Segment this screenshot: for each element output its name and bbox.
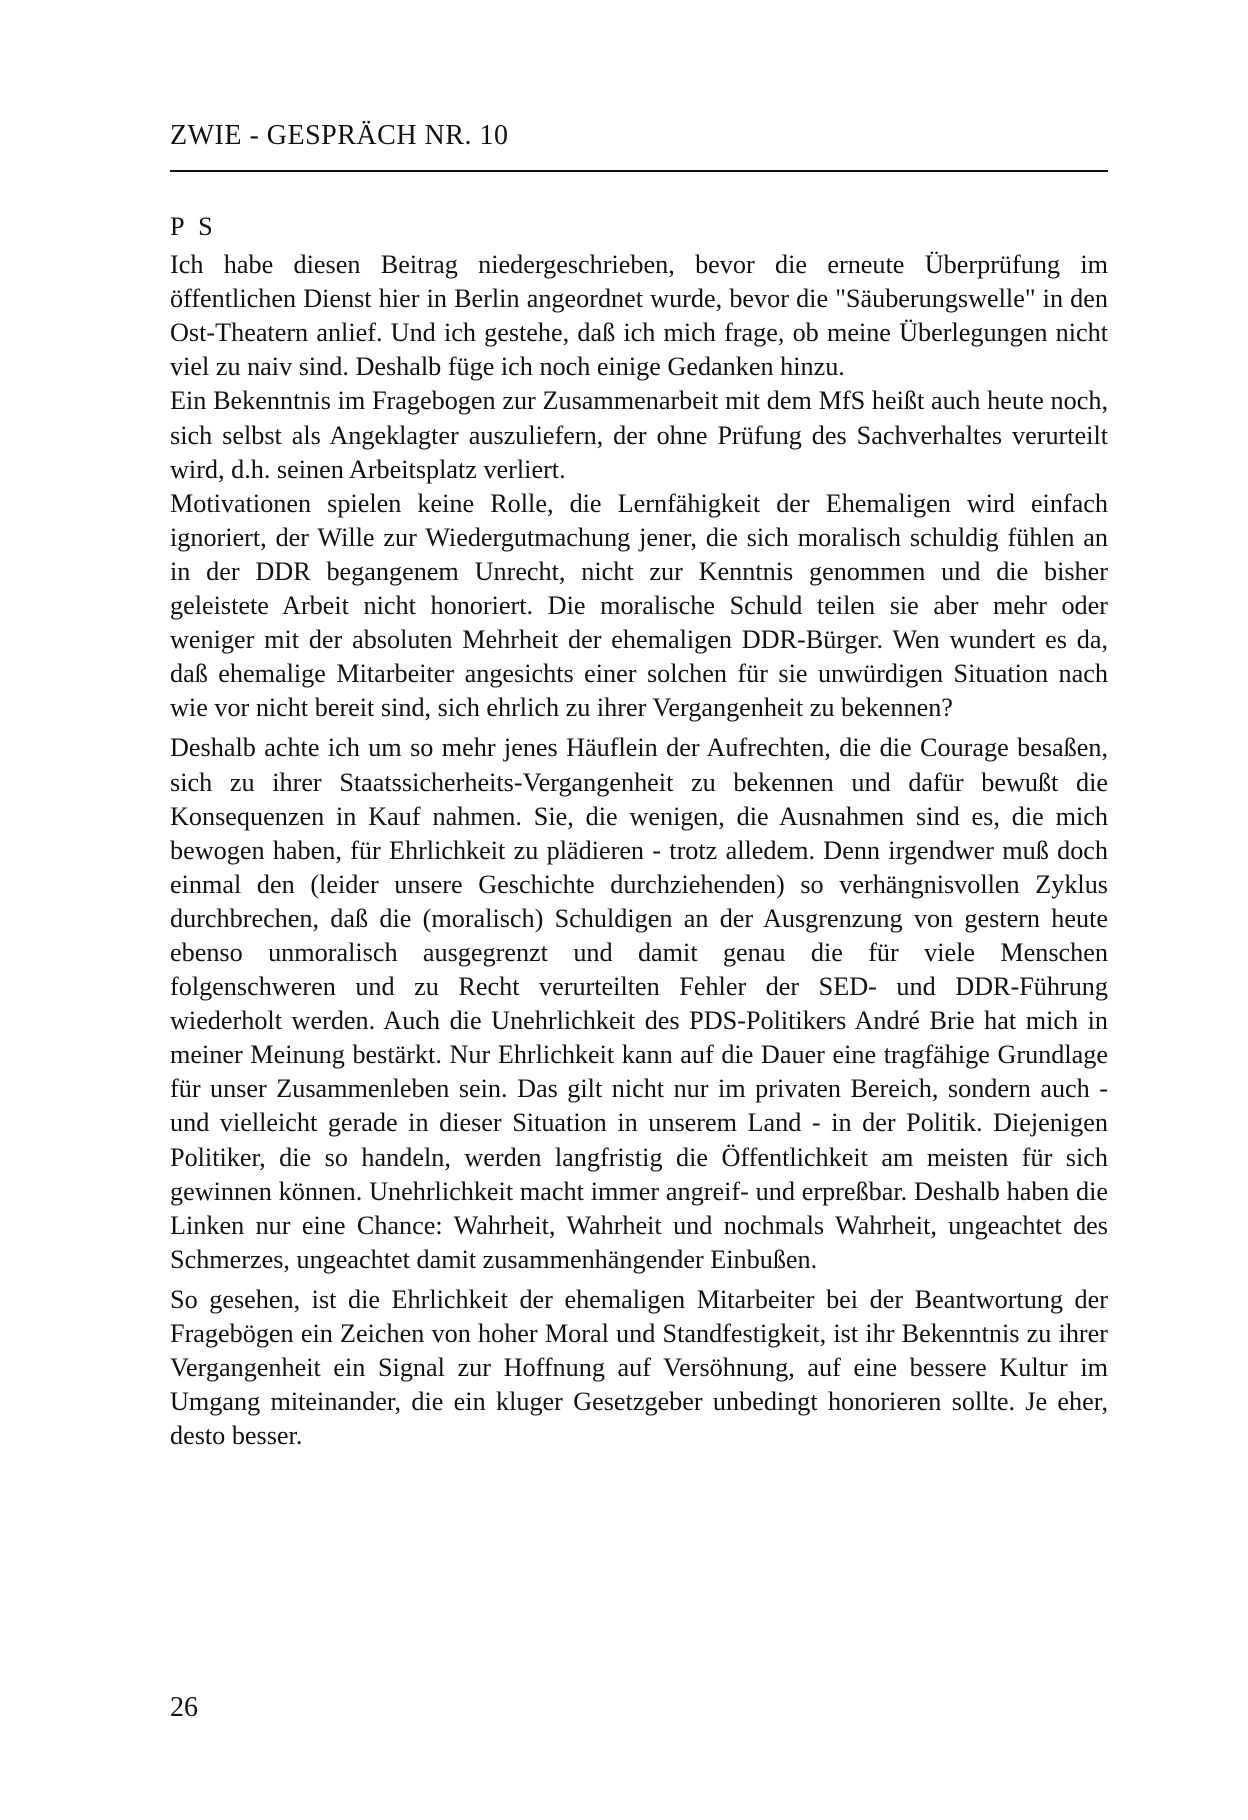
section-heading: P S xyxy=(170,212,217,241)
paragraph-1: Ich habe diesen Beitrag niedergeschrieben, bevor die erneute Überprüfung im öffentlichen Dienst hier in Berlin angeordnet wurde, bevor die "Säuberungswelle" in den Ost-Theatern anlief. Und ich gestehe, daß ich mich frage, ob meine Überlegungen nicht viel zu naiv sind. Deshalb füge ich noch einige Gedanken hinzu. xyxy=(170,250,1108,382)
paragraph-5: So gesehen, ist die Ehrlichkeit der ehemaligen Mitarbeiter bei der Beantwortung der Fragebögen ein Zeichen von hoher Moral und Standfestigkeit, ist ihr Bekenntnis zu ihrer Vergangenheit ein Signal zur Hoffnung auf Versöhnung, auf eine bessere Kultur im Umgang miteinander, die ein kluger Gesetzgeber unbedingt honorieren sollte. Je eher, desto besser. xyxy=(170,1284,1108,1451)
paragraph-4: Deshalb achte ich um so mehr jenes Häuflein der Aufrechten, die die Courage besaßen, sich zu ihrer Staatssicherheits-Vergangenheit zu bekennen und dafür bewußt die Konsequenzen in Kauf nahmen. Sie, die wenigen, die Ausnahmen sind es, die mich bewogen haben, für Ehrlichkeit zu plädieren - trotz alledem. Denn irgendwer muß doch einmal den (leider unsere Geschichte durchziehenden) so verhängnisvollen Zyklus durchbrechen, daß die (moralisch) Schuldigen an der Ausgrenzung von gestern heute ebenso unmoralisch ausgegrenzt und damit genau die für viele Menschen folgenschweren und zu Recht verurteilten Fehler der SED- und DDR-Führung wiederholt werden. Auch die Unehrlichkeit des PDS-Politikers André Brie hat mich in meiner Meinung bestärkt. Nur Ehrlichkeit kann auf die Dauer eine tragfähige Grundlage für unser Zusammenleben sein. Das gilt nicht nur im privaten Bereich, sondern auch - und vielleicht gerade in dieser Situation in unserem Land - in der Politik. Diejenigen Politiker, die so handeln, werden langfristig die Öffentlichkeit am meisten für sich gewinnen können. Unehrlichkeit macht immer angreif- und erpreßbar. Deshalb haben die Linken nur eine Chance: Wahrheit, Wahrheit und nochmals Wahrheit, ungeachtet des Schmerzes, ungeachtet damit zusammenhängender Einbußen. xyxy=(170,733,1108,1274)
paragraph-2: Ein Bekenntnis im Fragebogen zur Zusammenarbeit mit dem MfS heißt auch heute noch, sich selbst als Angeklagter auszuliefern, der ohne Prüfung des Sachverhaltes verurteilt wird, d.h. seinen Arbeitsplatz verliert. xyxy=(170,386,1108,484)
header-rule xyxy=(170,170,1108,172)
body-text xyxy=(170,210,1108,1453)
paragraph-3: Motivationen spielen keine Rolle, die Lernfähigkeit der Ehemaligen wird einfach ignoriert, der Wille zur Wiedergutmachung jener, die sich moralisch schuldig fühlen an in der DDR begangenem Unrecht, nicht zur Kenntnis genommen und die bisher geleistete Arbeit nicht honoriert. Die moralische Schuld teilen sie aber mehr oder weniger mit der absoluten Mehrheit der ehemaligen DDR-Bürger. Wen wundert es da, daß ehemalige Mitarbeiter angesichts einer solchen für sie unwürdigen Situation nach wie vor nicht bereit sind, sich ehrlich zu ihrer Vergangenheit zu bekennen? xyxy=(170,488,1108,723)
running-header: ZWIE - GESPRÄCH NR. 10 xyxy=(170,120,509,151)
page-number: 26 xyxy=(170,1692,198,1723)
